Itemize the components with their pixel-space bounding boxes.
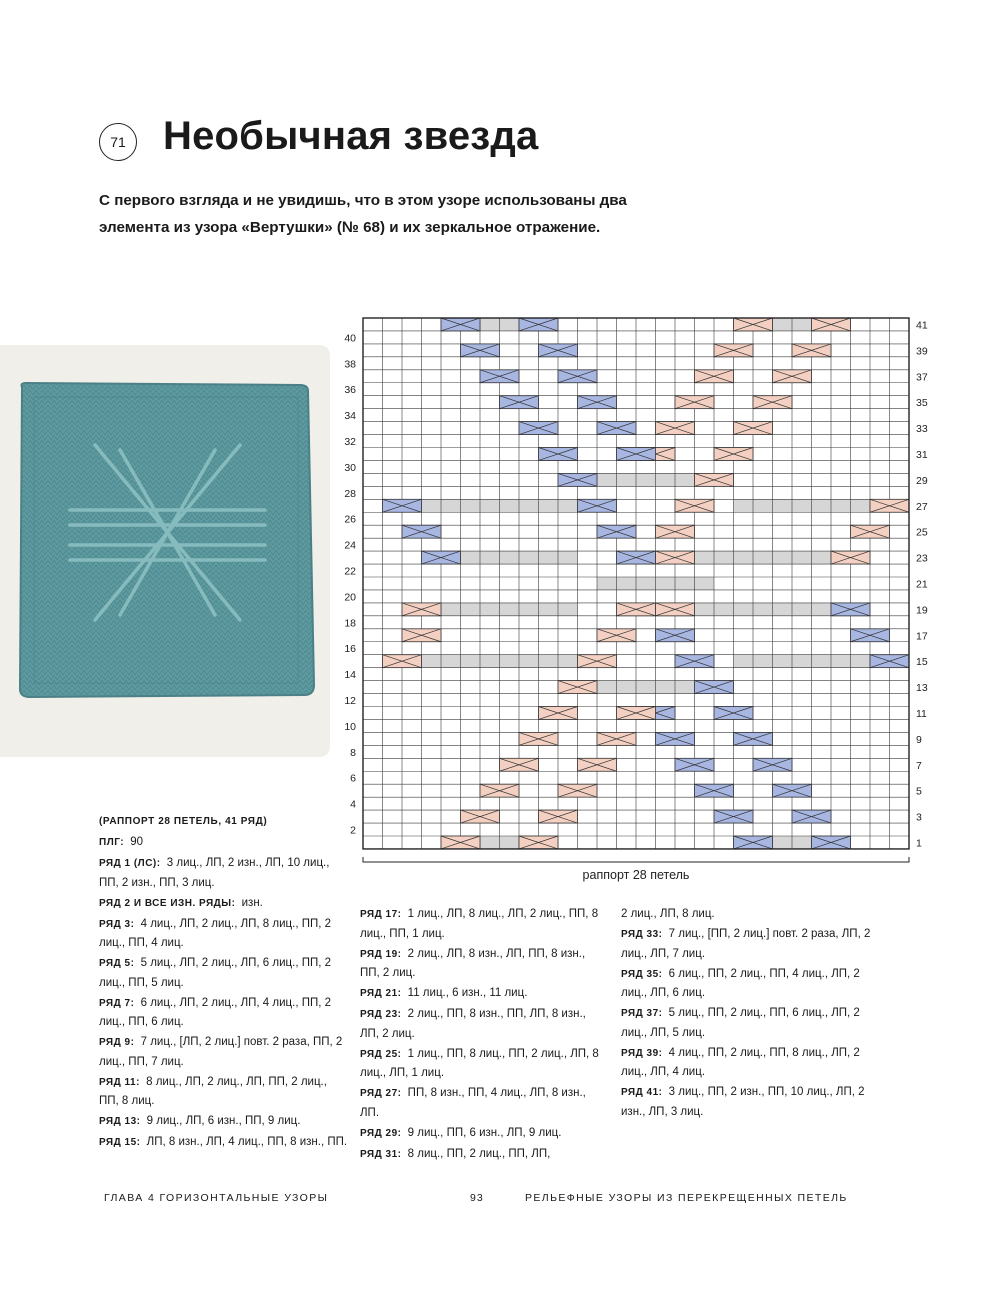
- row-continuation: 2 лиц., ЛП, 8 лиц.: [621, 908, 715, 920]
- purl-cell-bar: [441, 551, 578, 564]
- instruction-row-label: РЯД 31:: [360, 1148, 402, 1160]
- instruction-row-text: 7 лиц., [ЛП, 2 лиц.] повт. 2 раза, ПП, 2 лиц., ПП, 7 лиц.: [99, 1036, 343, 1068]
- instruction-row-text: изн.: [241, 896, 263, 909]
- instruction-row-text: 7 лиц., [ПП, 2 лиц.] повт. 2 раза, ЛП, 2 лиц., ЛП, 7 лиц.: [621, 928, 871, 960]
- instruction-row-label: РЯД 35:: [621, 968, 663, 980]
- instruction-row: [360, 1084, 605, 1122]
- page-number: 93: [470, 1192, 484, 1204]
- instructions-column-1: [99, 813, 349, 1154]
- instruction-row-label: РЯД 17:: [360, 909, 402, 920]
- row-number-left: 24: [344, 539, 356, 552]
- swatch-photo: [0, 345, 330, 757]
- row-number-right: 41: [916, 319, 928, 332]
- instruction-row-text: 90: [130, 836, 144, 848]
- row-number-left: 2: [350, 824, 356, 837]
- purl-cell-bar: [441, 603, 578, 616]
- instruction-row: [99, 1133, 349, 1153]
- instruction-row-label: РЯД 21:: [360, 988, 402, 999]
- row-number-left: 34: [344, 410, 356, 423]
- instruction-row-text: 4 лиц., ПП, 2 лиц., ПП, 8 лиц., ЛП, 2 лиц., ЛП, 4 лиц.: [621, 1046, 860, 1078]
- instruction-row-label: РЯД 1 (ЛС):: [99, 858, 161, 869]
- instruction-row-text: ПП, 8 изн., ПП, 4 лиц., ЛП, 8 изн., ЛП.: [360, 1087, 586, 1119]
- instruction-row-label: РЯД 7:: [99, 997, 135, 1009]
- instruction-row-label: РЯД 5:: [99, 958, 135, 969]
- row-number-left: 20: [344, 591, 356, 604]
- purl-cell-bar: [734, 499, 871, 512]
- row-number-left: 12: [344, 695, 356, 708]
- instruction-row-text: 11 лиц., 6 изн., 11 лиц.: [407, 987, 528, 999]
- instruction-row-text: 9 лиц., ЛП, 6 изн., ПП, 9 лиц.: [146, 1115, 301, 1127]
- instruction-row: [621, 1004, 881, 1042]
- instruction-row-label: РЯД 11:: [99, 1076, 140, 1088]
- instruction-row: [99, 1033, 349, 1071]
- row-number-left: 22: [344, 565, 356, 578]
- repeat-header: (РАППОРТ 28 ПЕТЕЛЬ, 41 РЯД): [99, 816, 268, 827]
- instruction-row-label: РЯД 27:: [360, 1088, 402, 1099]
- instruction-row-text: 6 лиц., ЛП, 2 лиц., ЛП, 4 лиц., ПП, 2 лиц., ПП, 6 лиц.: [99, 996, 332, 1028]
- footer-section: РЕЛЬЕФНЫЕ УЗОРЫ ИЗ ПЕРЕКРЕЩЕННЫХ ПЕТЕЛЬ: [525, 1192, 848, 1204]
- instruction-row-text: 5 лиц., ПП, 2 лиц., ПП, 6 лиц., ЛП, 2 лиц., ЛП, 5 лиц.: [621, 1007, 860, 1039]
- instruction-row-text: 6 лиц., ПП, 2 лиц., ПП, 4 лиц., ЛП, 2 лиц., ЛП, 6 лиц.: [621, 967, 860, 999]
- instruction-row: [360, 905, 605, 943]
- row-number-right: 5: [916, 785, 922, 798]
- instruction-row: [99, 1112, 349, 1132]
- instruction-row-label: РЯД 9:: [99, 1037, 135, 1048]
- row-number-left: 4: [350, 798, 356, 811]
- row-number-right: 11: [916, 707, 927, 720]
- instruction-row-label: РЯД 41:: [621, 1087, 663, 1098]
- row-number-right: 23: [916, 552, 928, 565]
- instruction-row-label: ПЛГ:: [99, 837, 125, 848]
- instruction-row: [99, 954, 349, 992]
- instruction-row: [621, 965, 881, 1003]
- row-number-right: 31: [916, 448, 928, 461]
- row-number-left: 8: [350, 746, 356, 759]
- instruction-row-text: 1 лиц., ПП, 8 лиц., ПП, 2 лиц., ЛП, 8 лиц., ЛП, 1 лиц.: [360, 1047, 599, 1079]
- row-number-left: 28: [344, 487, 356, 500]
- instruction-row: [360, 1124, 605, 1144]
- instruction-row-label: РЯД 33:: [621, 929, 663, 940]
- row-number-right: 19: [916, 604, 928, 617]
- instructions-column-3: [621, 905, 881, 1123]
- row-number-right: 9: [916, 733, 922, 746]
- instruction-row-label: РЯД 25:: [360, 1048, 402, 1060]
- row-number-right: 1: [916, 837, 922, 850]
- row-number-right: 39: [916, 345, 928, 358]
- instruction-row-text: 5 лиц., ЛП, 2 лиц., ЛП, 6 лиц., ПП, 2 лиц., ПП, 5 лиц.: [99, 957, 332, 989]
- instruction-row: [99, 854, 349, 892]
- instructions-column-2: [360, 905, 605, 1166]
- instruction-row-text: 9 лиц., ПП, 6 изн., ЛП, 9 лиц.: [407, 1126, 562, 1139]
- row-number-left: 16: [344, 643, 356, 656]
- page-title: Необычная звезда: [163, 114, 539, 158]
- row-number-right: 25: [916, 526, 928, 539]
- instruction-row-label: РЯД 15:: [99, 1137, 141, 1148]
- row-number-left: 10: [344, 720, 356, 733]
- row-number-right: 29: [916, 474, 928, 487]
- row-number-right: 17: [916, 630, 928, 643]
- row-number-left: 40: [344, 332, 356, 345]
- instruction-row: [360, 1145, 605, 1165]
- instruction-row-text: 4 лиц., ЛП, 2 лиц., ЛП, 8 лиц., ПП, 2 лиц., ПП, 4 лиц.: [99, 917, 332, 949]
- repeat-caption: раппорт 28 петель: [582, 867, 690, 882]
- instruction-row: [621, 1044, 881, 1082]
- instruction-row: [360, 1045, 605, 1083]
- instruction-row-label: РЯД 39:: [621, 1047, 663, 1059]
- row-number-right: 15: [916, 656, 928, 669]
- instruction-row-label: РЯД 3:: [99, 918, 135, 930]
- row-number-right: 33: [916, 423, 928, 436]
- instruction-row-label: РЯД 23:: [360, 1009, 402, 1020]
- instruction-row-label: РЯД 37:: [621, 1008, 663, 1019]
- instruction-row-label: РЯД 29:: [360, 1127, 402, 1139]
- instruction-row: [621, 1083, 881, 1121]
- instruction-row-text: 2 лиц., ПП, 8 изн., ПП, ЛП, 8 изн., ЛП, 2 лиц.: [360, 1008, 586, 1040]
- instruction-row-text: 3 лиц., ПП, 2 изн., ПП, 10 лиц., ЛП, 2 изн., ЛП, 3 лиц.: [621, 1086, 865, 1118]
- instruction-row: [99, 894, 349, 914]
- instruction-row: [99, 833, 349, 853]
- purl-cell-bar: [734, 655, 871, 668]
- instruction-row-label: РЯД 19:: [360, 948, 402, 960]
- intro-line-2: элемента из узора «Вертушки» (№ 68) и их зеркальное отражение.: [99, 219, 601, 236]
- instruction-row: [99, 994, 349, 1032]
- repeat-bracket: [363, 857, 909, 862]
- row-number-left: 32: [344, 436, 356, 449]
- instruction-row-text: 2 лиц., ЛП, 8 изн., ЛП, ПП, 8 изн., ПП, 2 лиц.: [360, 947, 586, 979]
- knitting-chart: [330, 308, 930, 898]
- instruction-row-text: 8 лиц., ЛП, 2 лиц., ЛП, ПП, 2 лиц., ПП, 8 лиц.: [99, 1075, 327, 1107]
- instruction-row: [360, 945, 605, 983]
- row-number-left: 26: [344, 513, 356, 526]
- row-number-right: 27: [916, 500, 928, 513]
- instruction-row: [360, 984, 605, 1004]
- intro-text: [99, 187, 739, 241]
- instruction-row-label: РЯД 2 И ВСЕ ИЗН. РЯДЫ:: [99, 897, 236, 909]
- instruction-row: [99, 915, 349, 953]
- row-number-right: 37: [916, 371, 928, 384]
- row-number-right: 35: [916, 397, 928, 410]
- row-number-right: 7: [916, 759, 922, 772]
- row-number-right: 3: [916, 811, 922, 824]
- instruction-row: [621, 925, 881, 963]
- knitted-swatch-illustration: [0, 345, 330, 757]
- row-number-left: 38: [344, 358, 356, 371]
- instruction-row-text: 8 лиц., ПП, 2 лиц., ПП, ЛП,: [407, 1147, 551, 1160]
- row-number-left: 36: [344, 384, 356, 397]
- pattern-number-badge: [99, 123, 137, 161]
- row-number-left: 18: [344, 617, 356, 630]
- row-number-left: 6: [350, 772, 356, 785]
- instruction-row-label: РЯД 13:: [99, 1116, 141, 1127]
- pattern-number: 71: [110, 134, 126, 150]
- intro-line-1: С первого взгляда и не увидишь, что в этом узоре использованы два: [99, 192, 627, 209]
- row-number-left: 14: [344, 669, 356, 682]
- instruction-row-text: 3 лиц., ЛП, 2 изн., ЛП, 10 лиц., ПП, 2 изн., ПП, 3 лиц.: [99, 857, 330, 889]
- row-number-right: 13: [916, 682, 928, 695]
- instruction-row-text: 1 лиц., ЛП, 8 лиц., ЛП, 2 лиц., ПП, 8 лиц., ПП, 1 лиц.: [360, 908, 599, 940]
- instruction-row: [360, 1005, 605, 1043]
- row-number-left: 30: [344, 461, 356, 474]
- row-number-right: 21: [916, 578, 928, 591]
- footer-chapter: ГЛАВА 4 ГОРИЗОНТАЛЬНЫЕ УЗОРЫ: [104, 1192, 329, 1204]
- instruction-row-text: ЛП, 8 изн., ЛП, 4 лиц., ПП, 8 изн., ПП.: [146, 1136, 348, 1148]
- instruction-row: [99, 1073, 349, 1111]
